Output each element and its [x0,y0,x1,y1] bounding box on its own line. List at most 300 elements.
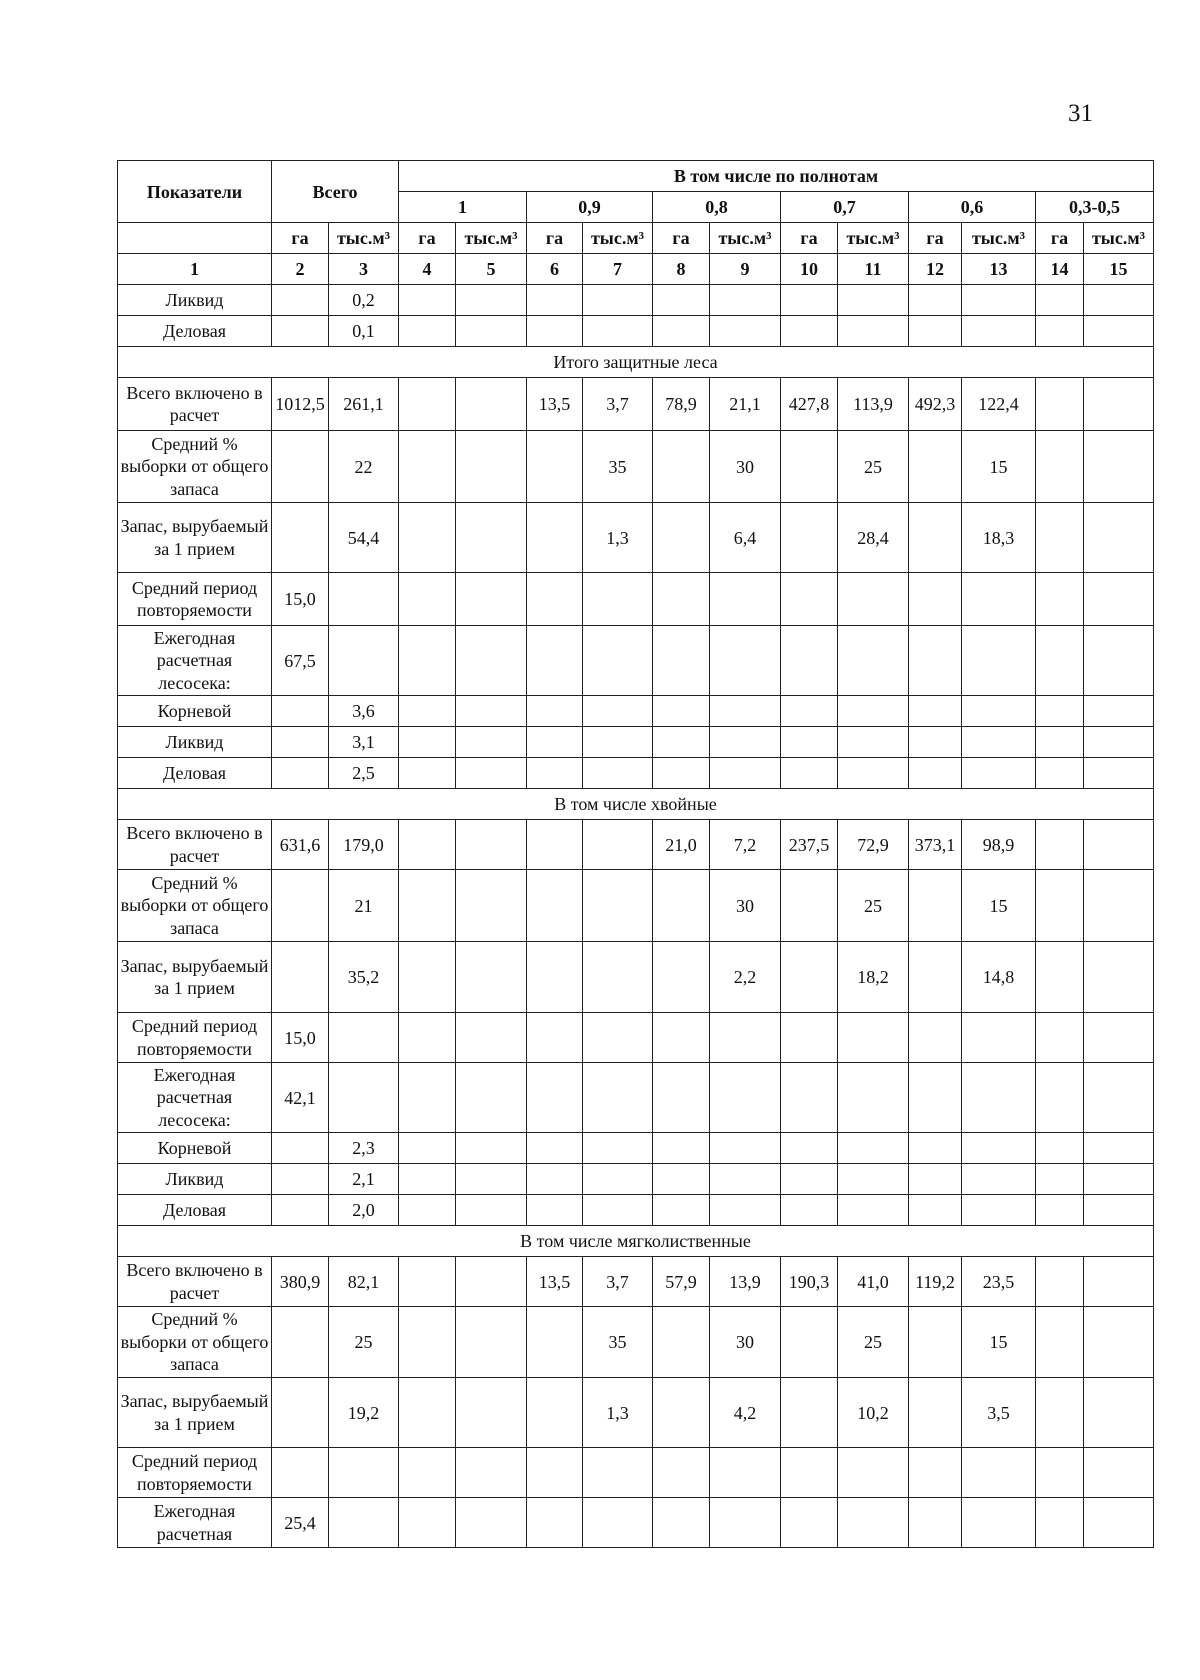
table-cell [527,573,583,626]
table-cell [962,727,1036,758]
table-cell [272,758,329,789]
table-cell: 18,3 [962,503,1036,573]
table-row [118,378,1154,431]
table-cell [653,316,710,347]
table-cell [1036,431,1084,503]
row-label: Запас, вырубаемый за 1 прием [118,1378,272,1448]
table-cell [456,1133,527,1164]
row-label: Средний период повторяемости [118,1013,272,1063]
table-cell [710,1013,781,1063]
column-number: 7 [583,254,653,285]
table-cell [583,285,653,316]
table-cell: 122,4 [962,378,1036,431]
table-cell [399,626,456,696]
column-number: 14 [1036,254,1084,285]
table-cell [653,626,710,696]
table-row [118,1498,1154,1548]
table-cell: 78,9 [653,378,710,431]
table-cell [1084,1164,1154,1195]
table-cell [962,285,1036,316]
table-cell: 1012,5 [272,378,329,431]
header-by-density: В том числе по полнотам [399,161,1154,192]
table-cell: 42,1 [272,1063,329,1133]
table-cell: 25 [329,1307,399,1378]
table-cell [456,285,527,316]
table-cell [399,573,456,626]
table-cell: 4,2 [710,1378,781,1448]
table-cell [527,1195,583,1226]
table-cell [1036,758,1084,789]
table-cell [909,1307,962,1378]
table-cell [909,758,962,789]
table-cell: 14,8 [962,942,1036,1013]
table-cell [272,1448,329,1498]
header-density-0-6: 0,6 [909,192,1036,223]
units-empty [118,223,272,254]
table-cell [583,1448,653,1498]
table-cell [272,1164,329,1195]
table-cell [838,1498,909,1548]
table-cell [527,942,583,1013]
unit-ha: га [272,223,329,254]
table-cell [909,942,962,1013]
table-cell [399,1498,456,1548]
column-number: 2 [272,254,329,285]
table-cell: 15 [962,431,1036,503]
table-cell [909,727,962,758]
table-cell [838,626,909,696]
table-cell [583,1195,653,1226]
table-cell [1084,820,1154,870]
table-cell [527,626,583,696]
table-cell [1084,1448,1154,1498]
table-cell [527,696,583,727]
table-row [118,1133,1154,1164]
table-cell [527,503,583,573]
table-cell [781,727,838,758]
row-label: Средний % выборки от общего запаса [118,870,272,942]
table-cell [710,758,781,789]
table-cell: 21,1 [710,378,781,431]
table-cell [1084,727,1154,758]
table-row [118,1448,1154,1498]
column-number: 9 [710,254,781,285]
table-cell [456,870,527,942]
row-label: Ежегодная расчетная [118,1498,272,1548]
table-cell [838,1164,909,1195]
page-number: 31 [1068,100,1093,127]
table-cell [399,758,456,789]
table-cell [456,378,527,431]
table-cell: 179,0 [329,820,399,870]
table-cell: 2,1 [329,1164,399,1195]
table-cell: 3,1 [329,727,399,758]
header-density-0-9: 0,9 [527,192,653,223]
table-cell [456,316,527,347]
table-body [118,285,1154,1548]
table-cell [583,626,653,696]
table-cell [838,285,909,316]
row-label: Ежегодная расчетная лесосека: [118,626,272,696]
row-label: Корневой [118,696,272,727]
table-cell: 25 [838,431,909,503]
table-cell [838,1448,909,1498]
table-cell [710,1133,781,1164]
column-number: 12 [909,254,962,285]
table-cell [456,503,527,573]
table-row [118,1164,1154,1195]
table-cell: 19,2 [329,1378,399,1448]
table-cell [399,1378,456,1448]
table-cell [272,942,329,1013]
table-cell [653,696,710,727]
row-label: Средний период повторяемости [118,1448,272,1498]
header-total: Всего [272,161,399,223]
table-cell [583,573,653,626]
table-cell [272,1195,329,1226]
table-cell: 3,5 [962,1378,1036,1448]
row-label: Деловая [118,758,272,789]
unit-vol: тыс.м³ [962,223,1036,254]
table-cell [653,727,710,758]
table-cell [527,1063,583,1133]
table-cell: 2,2 [710,942,781,1013]
table-cell [456,1013,527,1063]
table-cell [710,1448,781,1498]
table-cell [329,573,399,626]
table-cell [1084,573,1154,626]
table-cell [838,1133,909,1164]
table-cell: 23,5 [962,1257,1036,1307]
table-cell [909,1498,962,1548]
table-cell [1036,1195,1084,1226]
table-cell [527,1133,583,1164]
table-cell: 25 [838,870,909,942]
table-cell [456,696,527,727]
table-cell: 1,3 [583,503,653,573]
table-row [118,503,1154,573]
table-cell [781,1378,838,1448]
table-cell [456,1448,527,1498]
table-cell: 22 [329,431,399,503]
header-density-1: 1 [399,192,527,223]
section-row [118,789,1154,820]
table-cell [1036,573,1084,626]
table-cell [1084,1063,1154,1133]
table-cell [456,431,527,503]
table-cell [653,1013,710,1063]
section-title: Итого защитные леса [118,347,1154,378]
table-cell [527,1498,583,1548]
table-cell [329,1498,399,1548]
section-row [118,1226,1154,1257]
table-cell [1036,1164,1084,1195]
table-cell [399,942,456,1013]
table-cell: 13,5 [527,1257,583,1307]
table-cell [272,316,329,347]
table-cell: 261,1 [329,378,399,431]
row-label: Ликвид [118,727,272,758]
column-number-row [118,254,1154,285]
table-cell [1036,942,1084,1013]
table-cell [653,1063,710,1133]
table-cell [399,1307,456,1378]
table-cell [1036,1257,1084,1307]
table-cell [1084,1498,1154,1548]
table-cell [456,626,527,696]
table-cell [781,942,838,1013]
table-cell [781,696,838,727]
table-cell [1036,820,1084,870]
table-cell [456,1063,527,1133]
table-cell [399,285,456,316]
column-number: 1 [118,254,272,285]
table-cell [1036,503,1084,573]
table-cell [1084,1013,1154,1063]
table-row [118,727,1154,758]
table-cell [583,316,653,347]
table-cell [909,1164,962,1195]
unit-vol: тыс.м³ [838,223,909,254]
table-row [118,626,1154,696]
table-cell: 30 [710,870,781,942]
table-cell [456,727,527,758]
table-cell [710,573,781,626]
table-cell [527,870,583,942]
unit-ha: га [781,223,838,254]
table-cell [653,942,710,1013]
section-row [118,347,1154,378]
table-cell [962,758,1036,789]
table-cell [583,870,653,942]
table-row [118,1257,1154,1307]
table-cell: 2,5 [329,758,399,789]
table-cell [527,1164,583,1195]
table-cell: 492,3 [909,378,962,431]
table-cell [399,1133,456,1164]
table-cell: 67,5 [272,626,329,696]
table-cell [781,1164,838,1195]
unit-ha: га [399,223,456,254]
table-cell [653,285,710,316]
table-cell [272,696,329,727]
table-row [118,870,1154,942]
row-label: Средний % выборки от общего запаса [118,1307,272,1378]
table-cell [909,503,962,573]
table-cell [909,1133,962,1164]
table-cell [399,870,456,942]
table-cell [456,758,527,789]
table-cell [1084,758,1154,789]
table-cell [909,285,962,316]
unit-vol: тыс.м³ [1084,223,1154,254]
table-cell [399,727,456,758]
table-cell: 72,9 [838,820,909,870]
table-cell: 15,0 [272,573,329,626]
table-cell [272,285,329,316]
table-cell [1084,285,1154,316]
table-cell [781,1448,838,1498]
table-cell [456,1498,527,1548]
table-cell [909,696,962,727]
table-cell: 3,7 [583,378,653,431]
forest-stats-table [117,160,1154,1548]
table-cell: 54,4 [329,503,399,573]
table-cell [781,1195,838,1226]
column-number: 5 [456,254,527,285]
table-cell [1036,1307,1084,1378]
table-cell [1036,870,1084,942]
table-row [118,696,1154,727]
table-row [118,1195,1154,1226]
table-cell: 190,3 [781,1257,838,1307]
table-cell [527,727,583,758]
table-cell [710,316,781,347]
table-cell [583,1164,653,1195]
table-cell [710,727,781,758]
table-row [118,820,1154,870]
table-cell [456,1195,527,1226]
table-cell [399,696,456,727]
table-cell [399,378,456,431]
unit-ha: га [527,223,583,254]
table-cell: 7,2 [710,820,781,870]
table-cell [781,1133,838,1164]
table-cell: 3,6 [329,696,399,727]
table-cell [1084,870,1154,942]
table-cell: 82,1 [329,1257,399,1307]
table-row [118,285,1154,316]
column-number: 15 [1084,254,1154,285]
column-number: 10 [781,254,838,285]
header-density-0-8: 0,8 [653,192,781,223]
table-cell [962,1133,1036,1164]
row-label: Средний % выборки от общего запаса [118,431,272,503]
table-cell [272,1307,329,1378]
table-row [118,758,1154,789]
table-cell: 13,5 [527,378,583,431]
table-cell [781,503,838,573]
table-cell [1084,942,1154,1013]
table-row [118,942,1154,1013]
column-number: 4 [399,254,456,285]
table-cell [653,1195,710,1226]
row-label: Деловая [118,316,272,347]
table-cell [653,1307,710,1378]
table-cell: 113,9 [838,378,909,431]
table-cell [1084,1257,1154,1307]
table-cell [781,626,838,696]
table-cell [1084,1307,1154,1378]
table-cell [527,1307,583,1378]
table-cell [909,1448,962,1498]
table-cell: 237,5 [781,820,838,870]
header-indicators: Показатели [118,161,272,223]
table-cell [781,1307,838,1378]
table-cell [1036,1013,1084,1063]
table-cell [583,942,653,1013]
table-row [118,1307,1154,1378]
table-cell [1036,316,1084,347]
table-cell [1036,1133,1084,1164]
table-cell [781,316,838,347]
table-cell: 380,9 [272,1257,329,1307]
table-cell: 25,4 [272,1498,329,1548]
table-cell [329,626,399,696]
table-cell [272,1378,329,1448]
table-cell [653,1133,710,1164]
table-cell [653,758,710,789]
table-cell [1084,626,1154,696]
table-cell [909,316,962,347]
row-label: Ликвид [118,1164,272,1195]
table-cell [909,431,962,503]
table-cell [527,285,583,316]
row-label: Средний период повторяемости [118,573,272,626]
table-cell: 30 [710,431,781,503]
table-cell [1084,431,1154,503]
table-cell [1084,1133,1154,1164]
table-cell [710,1063,781,1133]
table-cell [583,1063,653,1133]
table-cell: 98,9 [962,820,1036,870]
table-cell [1084,378,1154,431]
table-cell [962,1195,1036,1226]
table-cell [962,626,1036,696]
table-row [118,316,1154,347]
table-cell [399,1013,456,1063]
row-label: Всего включено в расчет [118,1257,272,1307]
table-cell: 119,2 [909,1257,962,1307]
table-cell [838,1195,909,1226]
table-cell [781,573,838,626]
table-cell [909,626,962,696]
table-cell [272,503,329,573]
table-cell [710,626,781,696]
table-cell [583,1133,653,1164]
table-cell [1084,1378,1154,1448]
table-cell: 15 [962,1307,1036,1378]
table-cell [583,696,653,727]
table-cell: 30 [710,1307,781,1378]
table-cell: 0,2 [329,285,399,316]
section-title: В том числе хвойные [118,789,1154,820]
table-cell [838,758,909,789]
table-cell [962,1448,1036,1498]
unit-ha: га [1036,223,1084,254]
table-cell: 25 [838,1307,909,1378]
table-cell [781,431,838,503]
table-cell: 35,2 [329,942,399,1013]
table-cell [399,431,456,503]
table-cell [1036,696,1084,727]
table-cell [1036,1378,1084,1448]
table-cell [653,870,710,942]
table-cell [962,1164,1036,1195]
table-cell: 1,3 [583,1378,653,1448]
table-cell [710,1498,781,1548]
table-cell [527,431,583,503]
table-cell [583,727,653,758]
table-cell [838,1013,909,1063]
table-cell [1084,1195,1154,1226]
table-cell: 13,9 [710,1257,781,1307]
table-cell: 0,1 [329,316,399,347]
table-cell [456,1164,527,1195]
table-cell [527,1448,583,1498]
row-label: Деловая [118,1195,272,1226]
table-cell: 35 [583,1307,653,1378]
